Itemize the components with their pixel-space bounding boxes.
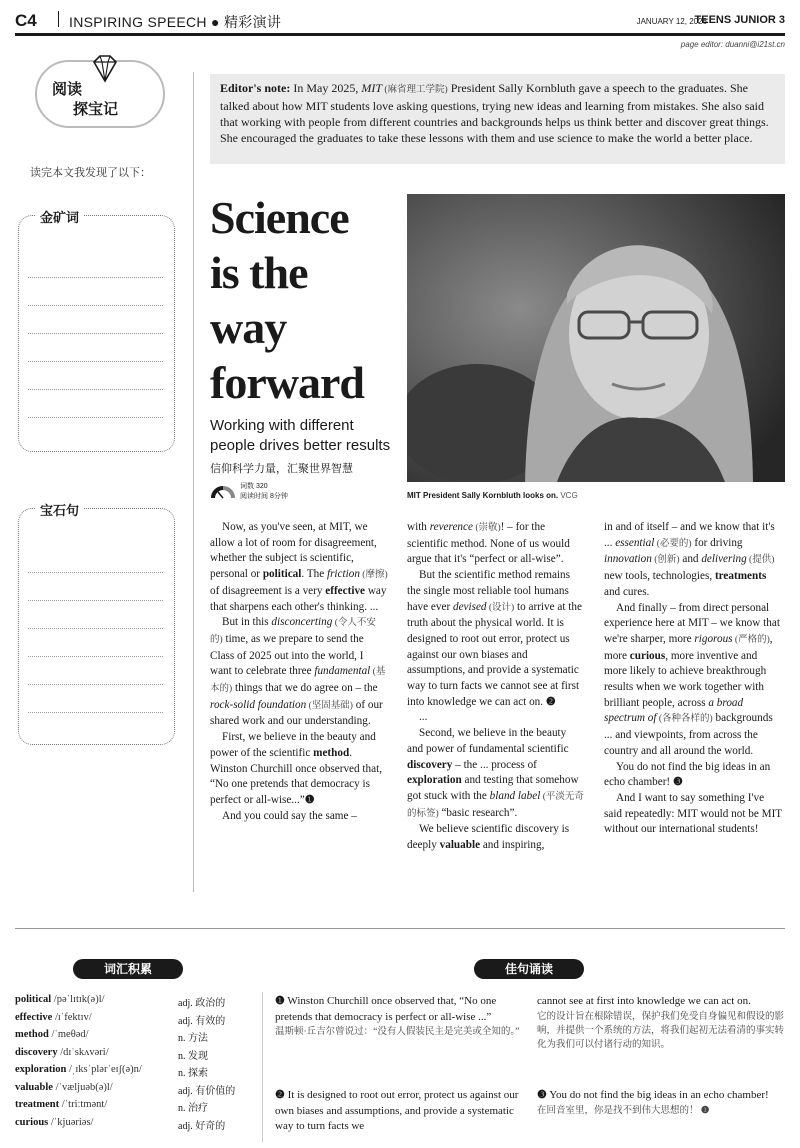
paragraph: with reverence (崇敬)! – for the scientific method. None of us would argue that it's “perfect or all-wise”.	[407, 521, 570, 566]
write-line	[28, 656, 163, 657]
sentence-2: ❷ It is designed to root out error, protect us against our own biases and assumptions, and provide a systematic way to turn facts we	[275, 1089, 519, 1132]
vocab-item: exploration /ˌɪksˈplərˈeɪʃ(ə)n/ n. 探索	[15, 1064, 208, 1079]
gauge-icon	[210, 484, 236, 500]
editor-note: Editor's note: In May 2025, MIT (麻省理工学院) President Sally Kornbluth gave a speech to the graduates. She talked about how MIT students love asking questions, trying new ideas and learning from mistakes. She also said that working with people from different countries and backgrounds helps us think better and discover great things. She encouraged the graduates to take these lessons with them and use science to make the world a better place.	[210, 74, 785, 164]
photo-caption: MIT President Sally Kornbluth looks on. VCG	[407, 491, 578, 500]
write-line	[28, 600, 163, 601]
article-title: Science is the way forward	[210, 192, 364, 408]
portrait-illustration	[407, 194, 785, 482]
section-divider	[15, 928, 785, 929]
paragraph: But in this disconcerting (令人不安的) time, as we prepare to send the Class of 2025 out into the world, I want to celebrate three fundamental (基本的) things that we do agree on – the rock-solid foundation (坚固基础) of our shared work and our understanding.	[210, 616, 386, 728]
paragraph: You do not find the big ideas in an echo chamber! ❸	[604, 760, 771, 789]
article-subtitle: Working with different people drives better results	[210, 417, 391, 454]
gem-sentences-label: 宝石句	[35, 500, 84, 519]
write-line	[28, 572, 163, 573]
write-line	[28, 277, 163, 278]
write-line	[28, 361, 163, 362]
sentences-title: 佳句诵读	[474, 959, 584, 979]
speaker-photo	[407, 194, 785, 482]
sentence-2-continued: cannot see at first into knowledge we can act on. 它的设计旨在根除错误，保护我们免受自身偏见和假设的影响，并提供一个系统的方法，将我们起初无法看清的事实转化为我们可以付诸行动的知识。	[537, 995, 785, 1050]
vocab-item: valuable /ˈvæljuəb(ə)l/ adj. 有价值的	[15, 1081, 236, 1097]
body-column-3	[604, 520, 782, 838]
write-line	[28, 628, 163, 629]
paragraph: Now, as you've seen, at MIT, we allow a lot of room for disagreement, whether the subject is scientific, personal or political. The friction (摩擦) of disagreement is a very effective way that sharpens each other's thinking. ...	[210, 521, 388, 613]
paragraph: And finally – from direct personal experience here at MIT – we know that we're sharper, more rigorous (严格的), more curious, more inventive and more likely to achieve breakthrough results when we work together with brilliant people, across a broad spectrum of (各种各样的) backgrounds ... and viewpoints, from across the country and all around the world.	[604, 601, 780, 757]
vocab-item: political /pəˈlɪtɪk(ə)l/ adj. 政治的	[15, 994, 226, 1009]
sentence-3: ❸ You do not find the big ideas in an echo chamber! 在回音室里，你是找不到伟大思想的！ ❶	[537, 1088, 785, 1118]
badge-title-2: 探宝记	[73, 102, 119, 118]
paragraph: And you could say the same –	[222, 809, 357, 822]
gold-words-label: 金矿词	[35, 207, 84, 226]
write-line	[28, 333, 163, 334]
sentence-3-cn: 在回音室里，你是找不到伟大思想的！ ❶	[537, 1105, 710, 1116]
body-column-2	[407, 520, 585, 854]
write-line	[28, 389, 163, 390]
paragraph: in and of itself – and we know that it's ... essential (必要的) for driving innovation (创新) and delivering (提供) new tools, technologies, treatments and cures.	[604, 521, 775, 598]
sentence-1-cn: 温斯顿·丘吉尔曾说过：“没有人假装民主是完美或全知的。”	[275, 1027, 520, 1037]
diamond-icon	[88, 54, 122, 84]
paragraph: But the scientific method remains the single most reliable tool humans have ever devised (设计) to arrive at the truth about the physical world. It is designed to root out error, protect us against our own biases and assumptions, and provide a systematic way to turn facts we cannot see at first into knowledge we can act on. ❷	[407, 569, 582, 708]
vocab-item: method /ˈmeθəd/ n. 方法	[15, 1029, 208, 1044]
paragraph: ...	[419, 711, 428, 724]
gem-sentences-box	[18, 508, 175, 745]
paragraph: Second, we believe in the beauty and power of fundamental scientific discovery – the ... process of exploration and testing that somehow got stuck with the bland label (平淡无奇的标签) “basic research”.	[407, 727, 584, 819]
vocab-title: 词汇积累	[73, 959, 183, 979]
header-rule	[15, 33, 785, 36]
vocab-list	[15, 994, 255, 1134]
body-column-1	[210, 520, 388, 824]
write-line	[28, 684, 163, 685]
sidebar-divider	[193, 72, 194, 892]
vocab-item: curious /ˈkjuəriəs/ adj. 好奇的	[15, 1116, 226, 1132]
header-divider	[58, 11, 59, 27]
sidebar-prompt: 读完本文我发现了以下：	[30, 167, 151, 179]
issue-date: JANUARY 12, 2026	[636, 17, 707, 26]
write-line	[28, 417, 163, 418]
write-line	[28, 305, 163, 306]
paragraph: We believe scientific discovery is deeply valuable and inspiring,	[407, 823, 570, 852]
vocab-item: treatment /ˈtriːtmənt/ n. 治疗	[15, 1099, 208, 1114]
sentence-1: ❶ Winston Churchill once observed that, “No one pretends that democracy is perfect or all-wise ...” 温斯顿·丘吉尔曾说过：“没有人假装民主是完美或全知的。”	[275, 995, 520, 1037]
reading-meta: 词数 320 阅读时间 8分钟	[240, 483, 288, 500]
sentence-2-cn: 它的设计旨在根除错误，保护我们免受自身偏见和假设的影响，并提供一个系统的方法，将我们起初无法看清的事实转化为我们可以付诸行动的知识。	[537, 1011, 785, 1050]
write-line	[28, 712, 163, 713]
vocab-divider	[262, 992, 263, 1142]
paragraph: First, we believe in the beauty and power of the scientific method. Winston Churchill once observed that, “No one pretends that democracy is perfect or all-wise...”❶	[210, 731, 382, 806]
page-header	[15, 8, 785, 32]
bullet-icon: ●	[211, 14, 220, 30]
publication-name: TEENS JUNIOR 3	[694, 14, 785, 26]
badge-title-1: 阅读	[52, 82, 83, 98]
vocab-item: effective /ɪˈfektɪv/ adj. 有效的	[15, 1011, 226, 1027]
vocab-item: discovery /dɪˈskʌvəri/ n. 发现	[15, 1046, 208, 1062]
paragraph: And I want to say something I've said repeatedly: MIT would not be MIT without our international students!	[604, 791, 782, 836]
article-subtitle-cn: 信仰科学力量，汇聚世界智慧	[210, 463, 353, 475]
page-editor: page editor: duanni@i21st.cn	[680, 40, 785, 49]
page-number: C4	[15, 11, 37, 30]
section-title: INSPIRING SPEECH ● 精彩演讲	[69, 14, 282, 30]
